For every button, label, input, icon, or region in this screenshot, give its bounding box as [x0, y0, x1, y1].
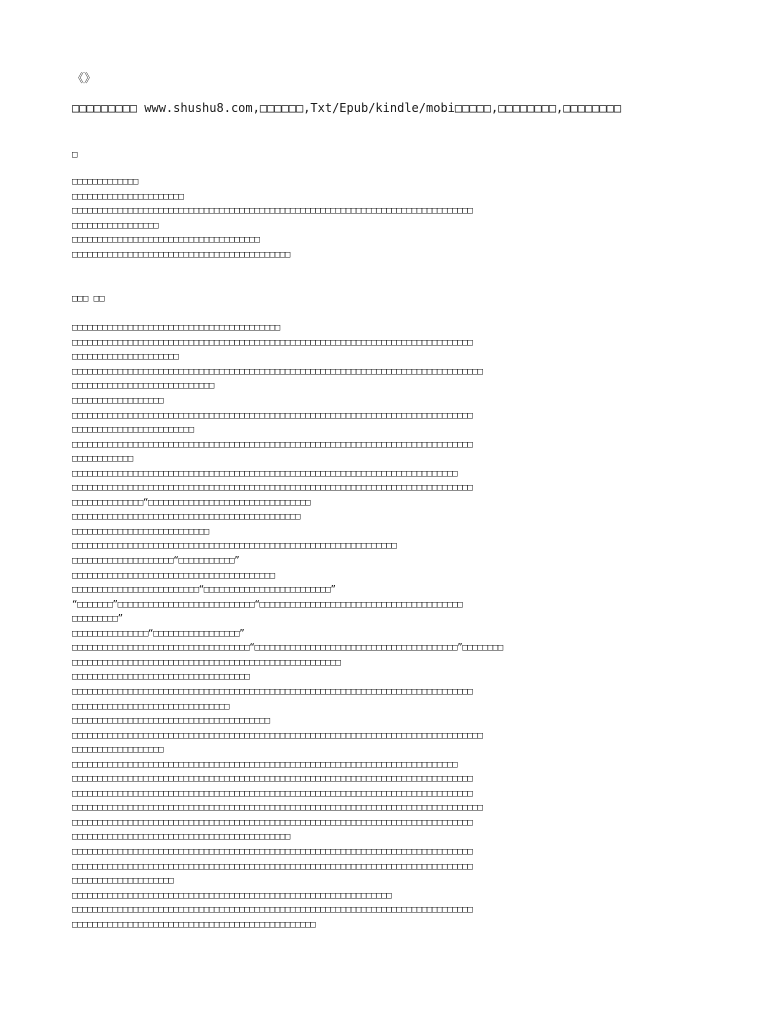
text-line: □□□□□□□□□□□□□□□□□□□□□□ [72, 191, 184, 202]
chapter-body [72, 321, 712, 932]
text-line: □□□□□□□□□□□□□□□□□□□□□□□□□□□□□□□□□□□□□□□□□□□□□□□□□□□□□□□□□□□□□□□□□□□□□□□□□□□□□□□ [72, 206, 473, 217]
text-line: □□□□□□□□□□□□□□□□□□□□□□□□□□□□□□□□□□□ [72, 672, 250, 683]
text-line: □□□□□□□□□□□□□□□□□□□□□□□□□□□□□□□□□□□□□□□□□□□□□□□□□□□□□□□□□□□□□□□□□□□□□□□□□□□□□□□ [72, 439, 473, 450]
text-line: □□□□□□□□□□□□□□□□□□□□□□□□□□□□□□□□□□□□□□□□□□□□□□□□□□□□□□□□□□□□□□□ [72, 890, 392, 901]
source-intro-line: □□□□□□□□□ www.shushu8.com,□□□□□□,Txt/Epub/kindle/mobi□□□□□,□□□□□□□□,□□□□□□□□ [72, 101, 622, 115]
text-line: □□□□□□□□□□□□□□□□□□□□□□□□□□□□□□□□□□□□□□□□□□□□□□□□□□□□□□□□□□□□□□□□□□□□□□□□□□□□□□□ [72, 686, 473, 697]
text-line: □□□□□□□□□□□□□□□□□□□□□□□□□□□□□□□□□□□□□□□□□□□□□□□□□□□□□□□□□□□□□□□□□□□□□□□□□□□□□□□ [72, 410, 473, 421]
text-line: □□□□□□□□□□□□□□□□□□□□□□□□□□□□□□□□□□□□□ [72, 235, 260, 246]
text-line: □□□□□□□□□□□□□□□□□□□□□□□□□□□□□□□□□□□□□□□□ [72, 570, 275, 581]
document-page [72, 70, 712, 932]
text-line: □□□□□□□□□□□□□□□□□□□□□□□□□□□□□□□□□□□□□□□□□□□□□ [72, 512, 301, 523]
text-line: □□□□□□□□□□□□□□□□□□□□ [72, 876, 174, 887]
text-line: □□□□□□□□□□□□□□□□□□ [72, 745, 164, 756]
text-line: □□□□□□□□□□□□□□□□□□□□□□□□□□□□□□□□□□□□□□□□□ [72, 323, 280, 334]
text-line: □□□□□□□□□□□□□□□□□ [72, 220, 159, 231]
text-line: □□□□□□□□□□□□□□□□□□□□□□□□□□□□□□□□□□□□□□□□□□□□□□□□□□□□□□□□□□□□□□□□ [72, 541, 397, 552]
chapter-heading: □□□ □□ [72, 294, 105, 305]
text-line: □□□□□□□□□□□□□□□□□□ [72, 396, 164, 407]
text-line: □□□□□□□□□□□□□□□□□□□□□□□□□“□□□□□□□□□□□□□□□□□□□□□□□□□” [72, 585, 336, 596]
text-line: □□□□□□□□□□□□□□□□□□□□□□□□□□□□□□□□□□□□□□□□□□□□□□□□□□□□□□□□□□□□□□□□□□□□□□□□□□□□□□□□□ [72, 366, 483, 377]
text-line: □□□□□□□□□□□□□□□□□□□□□□□□□□□□□□□□□□□□□□□□□□□□□□□□□□□□□ [72, 657, 341, 668]
text-line: □□□□□□□□□□□□□□□□□□□□“□□□□□□□□□□□” [72, 556, 240, 567]
text-line: □□□□□□□□□□□□□ [72, 177, 138, 187]
text-line: □□□□□□□□□□□□□□“□□□□□□□□□□□□□□□□□□□□□□□□□□□□□□□□ [72, 497, 311, 508]
text-line: □□□□□□□□□□□□□□□□□□□□□□□□□□□□□□□□□□□□□□□ [72, 716, 270, 727]
text-line: □□□□□□□□□□□□□□□□□□□□□□□□□□□□□□□ [72, 701, 230, 712]
text-line: □□□□□□□□□□□□□□□□□□□□□□□□□□□□□□□□□□□□□□□□□□□ [72, 832, 290, 843]
text-line: □□□□□□□□□□□□□□□□□□□□□□□□□□□□□□□□□□□□□□□□□□□□□□□□□□□□□□□□□□□□□□□□□□□□□□□□□□□□□□□ [72, 905, 473, 916]
text-line: □□□□□□□□□□□□□□□□□□□□□□□□□□□□□□□□□□□□□□□□□□□□□□□□ [72, 919, 316, 930]
preface-block [72, 175, 712, 262]
text-line: □□□□□□□□□□□□ [72, 454, 133, 465]
text-line: □□□□□□□□□□□□□□□□□□□□□□□□□□□□□□□□□□□□□□□□□□□□□□□□□□□□□□□□□□□□□□□□□□□□□□□□□□□□□□□□□ [72, 730, 483, 741]
text-line: □□□□□□□□□□□□□□□“□□□□□□□□□□□□□□□□□” [72, 628, 245, 639]
text-line: □□□□□□□□□□□□□□□□□□□□□□□□□□□□□□□□□□□□□□□□□□□□□□□□□□□□□□□□□□□□□□□□□□□□□□□□□□□□□□□□□ [72, 803, 483, 814]
text-line: □□□□□□□□□□□□□□□□□□□□□□□□□□□□□□□□□□□□□□□□□□□□□□□□□□□□□□□□□□□□□□□□□□□□□□□□□□□□□□□ [72, 846, 473, 857]
document-title: 《》 [72, 71, 97, 85]
text-line: □□□□□□□□□□□□□□□□□□□□□□□□□□□□□□□□□□□□□□□□□□□□□□□□□□□□□□□□□□□□□□□□□□□□□□□□□□□□□□□ [72, 483, 473, 494]
text-line: □□□□□□□□□□□□□□□□□□□□□□□□□□□□□□□□□□□□□□□□□□□□□□□□□□□□□□□□□□□□□□□□□□□□□□□□□□□□ [72, 468, 458, 479]
text-line: □□□□□□□□□□□□□□□□□□□□□□□□□□□ [72, 526, 209, 537]
section-marker: □ [72, 150, 78, 160]
text-line: □□□□□□□□□” [72, 614, 123, 625]
text-line: □□□□□□□□□□□□□□□□□□□□□□□□□□□□□□□□□□□□□□□□□□□ [72, 249, 290, 260]
text-line: □□□□□□□□□□□□□□□□□□□□□□□□□□□□□□□□□□□□□□□□□□□□□□□□□□□□□□□□□□□□□□□□□□□□□□□□□□□□□□□ [72, 774, 473, 785]
text-line: □□□□□□□□□□□□□□□□□□□□□□□□ [72, 425, 194, 436]
text-line: □□□□□□□□□□□□□□□□□□□□□□□□□□□□ [72, 381, 214, 392]
text-line: □□□□□□□□□□□□□□□□□□□□□ [72, 352, 179, 363]
text-line: “□□□□□□□”□□□□□□□□□□□□□□□□□□□□□□□□□□□“□□□□□□□□□□□□□□□□□□□□□□□□□□□□□□□□□□□□□□□□ [72, 599, 463, 610]
text-line: □□□□□□□□□□□□□□□□□□□□□□□□□□□□□□□□□□□□□□□□□□□□□□□□□□□□□□□□□□□□□□□□□□□□□□□□□□□□ [72, 759, 458, 770]
text-line: □□□□□□□□□□□□□□□□□□□□□□□□□□□□□□□□□□□□□□□□□□□□□□□□□□□□□□□□□□□□□□□□□□□□□□□□□□□□□□□ [72, 337, 473, 348]
text-line: □□□□□□□□□□□□□□□□□□□□□□□□□□□□□□□□□□□□□□□□□□□□□□□□□□□□□□□□□□□□□□□□□□□□□□□□□□□□□□□ [72, 817, 473, 828]
text-line: □□□□□□□□□□□□□□□□□□□□□□□□□□□□□□□□□□□“□□□□□□□□□□□□□□□□□□□□□□□□□□□□□□□□□□□□□□□□”□□□□□□□□ [72, 643, 503, 654]
text-line: □□□□□□□□□□□□□□□□□□□□□□□□□□□□□□□□□□□□□□□□□□□□□□□□□□□□□□□□□□□□□□□□□□□□□□□□□□□□□□□ [72, 861, 473, 872]
text-line: □□□□□□□□□□□□□□□□□□□□□□□□□□□□□□□□□□□□□□□□□□□□□□□□□□□□□□□□□□□□□□□□□□□□□□□□□□□□□□□ [72, 788, 473, 799]
